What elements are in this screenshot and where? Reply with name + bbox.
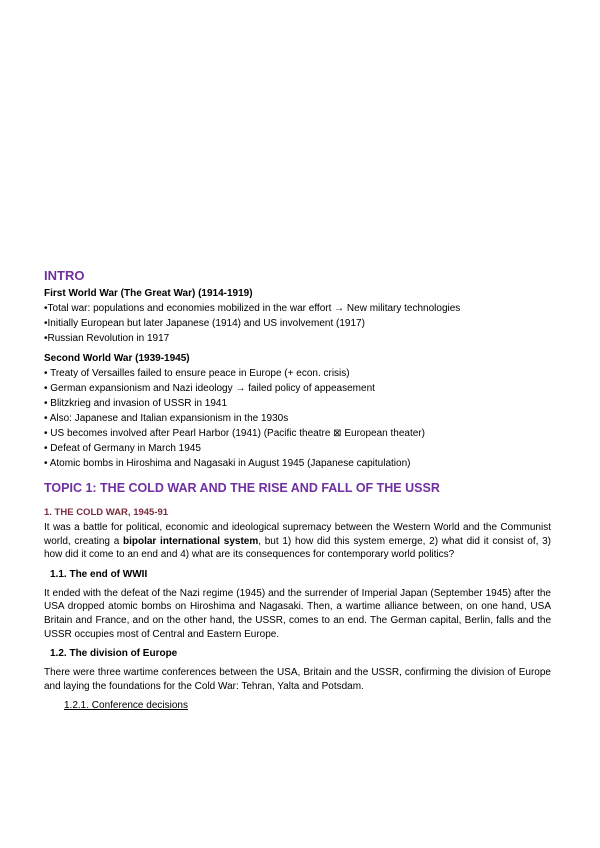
- ww2-bullet: • Atomic bombs in Hiroshima and Nagasaki in August 1945 (Japanese capitulation): [44, 458, 411, 469]
- section1-heading: 1. THE COLD WAR, 1945-91: [44, 507, 169, 518]
- ww1-block: [44, 288, 551, 346]
- ww2-bullet: • Also: Japanese and Italian expansionism in the 1930s: [44, 413, 289, 424]
- subsection-division-of-europe-heading: 1.2. The division of Europe: [50, 648, 178, 660]
- subsection-conference-decisions-heading: 1.2.1. Conference decisions: [64, 700, 188, 712]
- ww2-bullet: • Treaty of Versailles failed to ensure peace in Europe (+ econ. crisis): [44, 368, 350, 379]
- ww1-bullet: •Russian Revolution in 1917: [44, 333, 170, 344]
- subsection-end-of-wwii-heading: 1.1. The end of WWII: [50, 568, 148, 580]
- section1-paragraph: [44, 521, 551, 562]
- ww1-bullet: •Total war: populations and economies mobilized in the war effort → New military technologies: [44, 303, 461, 314]
- document-content: [44, 268, 551, 711]
- ww2-bullet: • German expansionism and Nazi ideology → failed policy of appeasement: [44, 383, 375, 394]
- ww2-block: [44, 353, 551, 471]
- ww1-title: First World War (The Great War) (1914-1919): [44, 288, 253, 299]
- section1-text-start: It was a battle for political, economic and ideological supremacy between the Western World and the Communist world, creating a: [44, 522, 551, 547]
- topic1-heading: TOPIC 1: THE COLD WAR AND THE RISE AND FALL OF THE USSR: [44, 481, 440, 495]
- ww1-bullet: •Initially European but later Japanese (1914) and US involvement (1917): [44, 318, 365, 329]
- ww2-bullet: • Defeat of Germany in March 1945: [44, 443, 201, 454]
- section1-text-bold: bipolar international system: [122, 535, 259, 547]
- subsection-division-of-europe-paragraph: There were three wartime conferences between the USA, Britain and the USSR, confirming the division of Europe and laying the foundations for the Cold War: Tehran, Yalta and Potsdam.: [44, 667, 551, 692]
- intro-heading: INTRO: [44, 268, 85, 283]
- ww2-bullet: • US becomes involved after Pearl Harbor (1941) (Pacific theatre ⊠ European theater): [44, 428, 425, 439]
- ww2-bullet: • Blitzkrieg and invasion of USSR in 1941: [44, 398, 228, 409]
- subsection-end-of-wwii-paragraph: It ended with the defeat of the Nazi regime (1945) and the surrender of Imperial Japan (September 1945) after the USA dropped atomic bombs on Hiroshima and Nagasaki. Then, a wartime alliance between, on one hand, USA Britain and France, and on the other hand, the USSR, comes to an end. The German capital, Berlin, falls and the USSR occupies most of Central and Eastern Europe.: [44, 587, 551, 640]
- ww2-title: Second World War (1939-1945): [44, 353, 190, 364]
- section1-text-end: , but 1) how did this system emerge, 2) what did it consist of, 3) how did it come to an end and 4) what are its consequences for contemporary world politics?: [44, 535, 551, 561]
